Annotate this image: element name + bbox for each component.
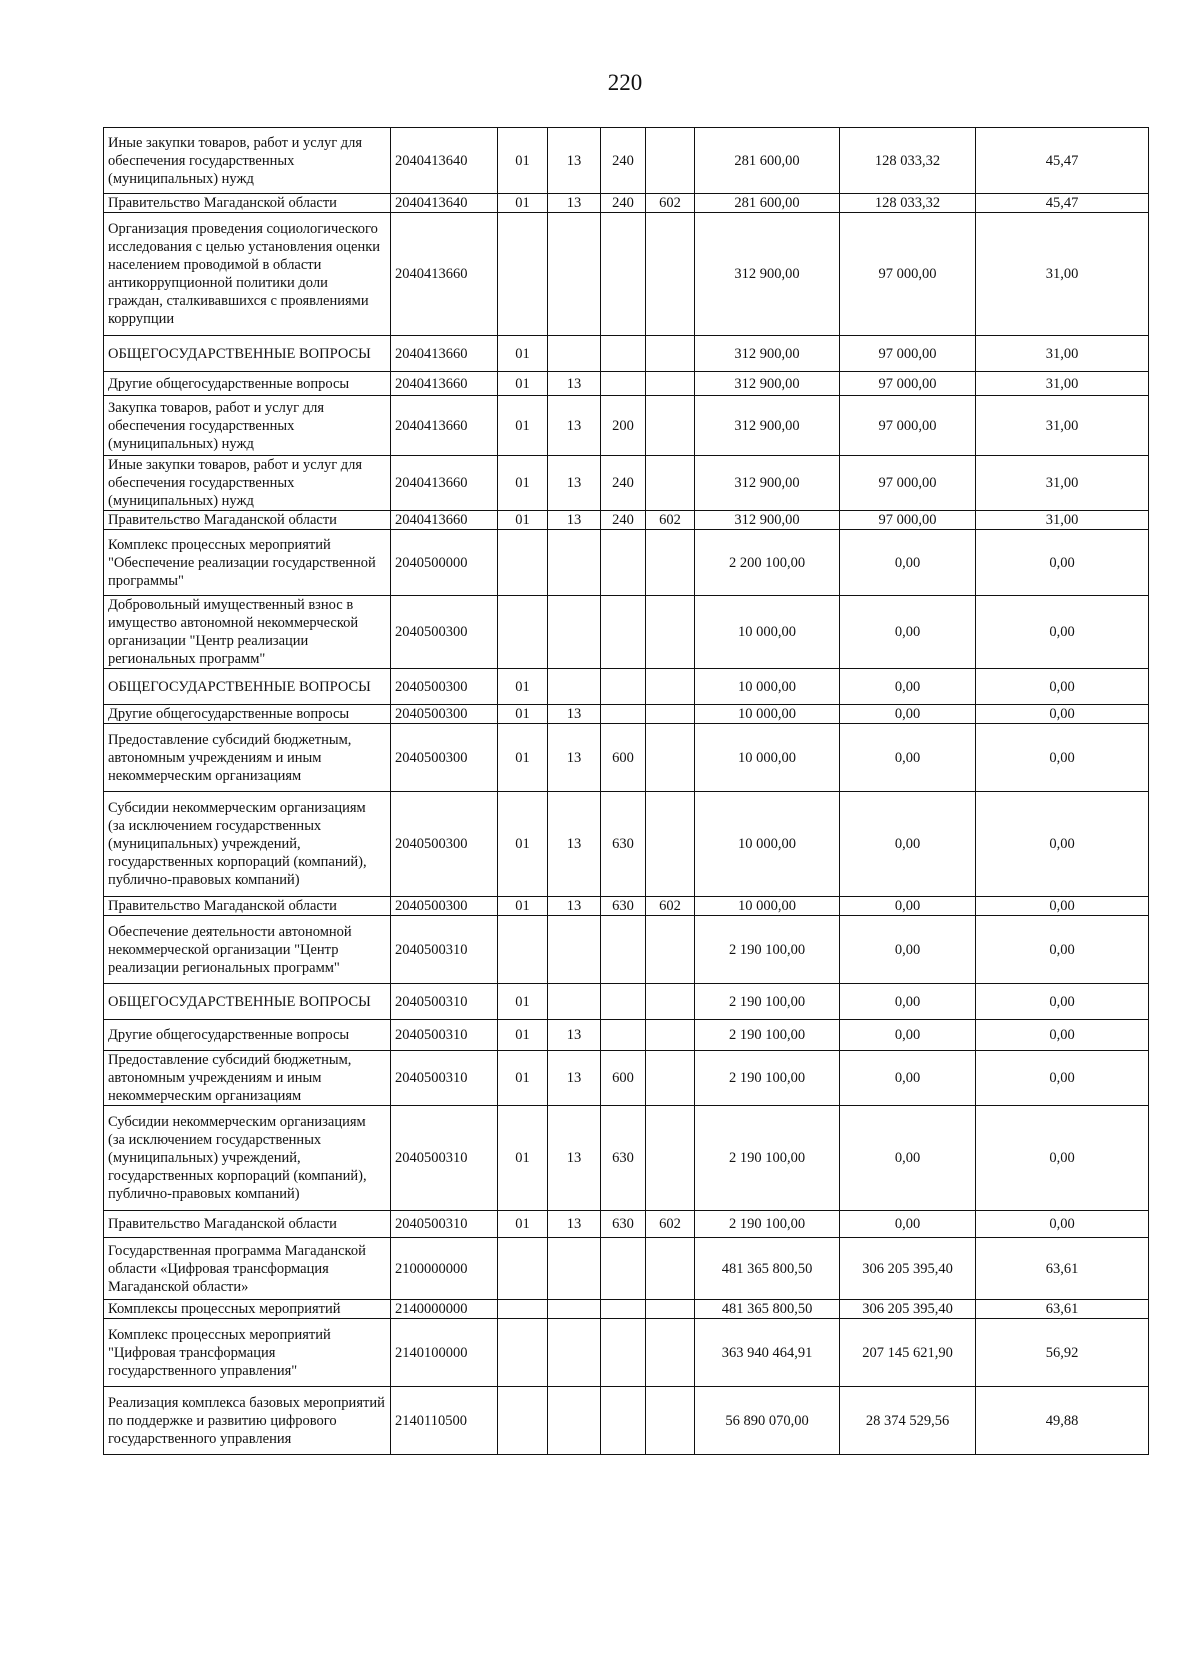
cell-fact-amount: 128 033,32: [840, 128, 976, 194]
cell-fact-amount: 0,00: [840, 1106, 976, 1211]
cell-code: 2140000000: [391, 1300, 498, 1319]
cell-fact-amount: 0,00: [840, 1051, 976, 1106]
cell-percent: 0,00: [976, 596, 1149, 669]
cell-plan-amount: 2 200 100,00: [695, 530, 840, 596]
cell-name: Другие общегосударственные вопросы: [104, 705, 391, 724]
cell-expense-type: 240: [601, 194, 646, 213]
cell-code: 2040500000: [391, 530, 498, 596]
cell-percent: 63,61: [976, 1300, 1149, 1319]
table-row: [104, 511, 1149, 530]
cell-expense-type: [601, 1020, 646, 1051]
cell-name: Иные закупки товаров, работ и услуг для обеспечения государственных (муниципальных) нужд: [104, 128, 391, 194]
table-row: [104, 1387, 1149, 1455]
cell-admin-code: [646, 1300, 695, 1319]
cell-fact-amount: 306 205 395,40: [840, 1300, 976, 1319]
cell-percent: 0,00: [976, 984, 1149, 1020]
cell-section: 01: [498, 372, 548, 396]
cell-section: [498, 530, 548, 596]
cell-fact-amount: 97 000,00: [840, 336, 976, 372]
cell-code: 2040500310: [391, 1020, 498, 1051]
cell-code: 2040500300: [391, 792, 498, 897]
cell-admin-code: [646, 1319, 695, 1387]
cell-admin-code: [646, 530, 695, 596]
cell-admin-code: [646, 336, 695, 372]
cell-expense-type: 240: [601, 456, 646, 511]
cell-section: [498, 1300, 548, 1319]
cell-admin-code: 602: [646, 1211, 695, 1238]
cell-subsection: 13: [548, 1051, 601, 1106]
cell-expense-type: [601, 336, 646, 372]
cell-fact-amount: 97 000,00: [840, 213, 976, 336]
cell-subsection: 13: [548, 897, 601, 916]
cell-subsection: [548, 336, 601, 372]
cell-admin-code: [646, 916, 695, 984]
table-row: [104, 916, 1149, 984]
cell-subsection: 13: [548, 456, 601, 511]
cell-section: 01: [498, 1211, 548, 1238]
cell-fact-amount: 128 033,32: [840, 194, 976, 213]
cell-subsection: 13: [548, 396, 601, 456]
cell-name: Комплекс процессных мероприятий "Обеспечение реализации государственной программы": [104, 530, 391, 596]
cell-subsection: [548, 916, 601, 984]
cell-subsection: 13: [548, 1020, 601, 1051]
cell-fact-amount: 207 145 621,90: [840, 1319, 976, 1387]
cell-fact-amount: 97 000,00: [840, 511, 976, 530]
cell-name: Реализация комплекса базовых мероприятий по поддержке и развитию цифрового государственного управления: [104, 1387, 391, 1455]
cell-plan-amount: 2 190 100,00: [695, 1051, 840, 1106]
cell-percent: 56,92: [976, 1319, 1149, 1387]
cell-name: Правительство Магаданской области: [104, 897, 391, 916]
cell-plan-amount: 281 600,00: [695, 128, 840, 194]
cell-code: 2040413640: [391, 128, 498, 194]
cell-expense-type: [601, 1387, 646, 1455]
cell-section: 01: [498, 705, 548, 724]
cell-plan-amount: 481 365 800,50: [695, 1238, 840, 1300]
cell-percent: 31,00: [976, 511, 1149, 530]
cell-subsection: 13: [548, 792, 601, 897]
cell-name: Закупка товаров, работ и услуг для обеспечения государственных (муниципальных) нужд: [104, 396, 391, 456]
cell-plan-amount: 312 900,00: [695, 456, 840, 511]
cell-fact-amount: 97 000,00: [840, 456, 976, 511]
cell-section: 01: [498, 456, 548, 511]
cell-code: 2040413660: [391, 396, 498, 456]
cell-section: [498, 1238, 548, 1300]
cell-section: 01: [498, 724, 548, 792]
cell-name: Другие общегосударственные вопросы: [104, 1020, 391, 1051]
cell-fact-amount: 97 000,00: [840, 396, 976, 456]
cell-subsection: 13: [548, 705, 601, 724]
cell-expense-type: [601, 530, 646, 596]
cell-percent: 0,00: [976, 897, 1149, 916]
cell-code: 2040413660: [391, 213, 498, 336]
cell-code: 2040500310: [391, 1211, 498, 1238]
cell-fact-amount: 0,00: [840, 596, 976, 669]
cell-name: Субсидии некоммерческим организациям (за исключением государственных (муниципальных) учреждений, государственных корпораций (компаний), публично-правовых компаний): [104, 1106, 391, 1211]
cell-code: 2140110500: [391, 1387, 498, 1455]
cell-code: 2040500300: [391, 897, 498, 916]
cell-subsection: [548, 1387, 601, 1455]
table-row: [104, 792, 1149, 897]
cell-plan-amount: 10 000,00: [695, 596, 840, 669]
cell-name: Другие общегосударственные вопросы: [104, 372, 391, 396]
cell-section: 01: [498, 792, 548, 897]
table-row: [104, 1211, 1149, 1238]
cell-admin-code: [646, 984, 695, 1020]
cell-code: 2040413660: [391, 336, 498, 372]
cell-subsection: [548, 530, 601, 596]
cell-expense-type: [601, 213, 646, 336]
cell-name: Правительство Магаданской области: [104, 1211, 391, 1238]
cell-subsection: 13: [548, 724, 601, 792]
cell-plan-amount: 312 900,00: [695, 372, 840, 396]
cell-admin-code: [646, 213, 695, 336]
cell-section: 01: [498, 1051, 548, 1106]
cell-percent: 45,47: [976, 128, 1149, 194]
cell-admin-code: [646, 372, 695, 396]
cell-percent: 31,00: [976, 456, 1149, 511]
table-row: [104, 336, 1149, 372]
table-row: [104, 1319, 1149, 1387]
budget-table: [103, 127, 1149, 1455]
cell-name: Организация проведения социологического исследования с целью установления оценки населением проводимой в области антикоррупционной политики доли граждан, сталкивавшихся с проявлениями коррупции: [104, 213, 391, 336]
cell-expense-type: [601, 705, 646, 724]
cell-name: Государственная программа Магаданской области «Цифровая трансформация Магаданской области»: [104, 1238, 391, 1300]
cell-expense-type: 630: [601, 897, 646, 916]
cell-expense-type: 200: [601, 396, 646, 456]
table-row: [104, 396, 1149, 456]
cell-fact-amount: 0,00: [840, 724, 976, 792]
cell-section: [498, 213, 548, 336]
cell-expense-type: 630: [601, 792, 646, 897]
table-row: [104, 897, 1149, 916]
table-row: [104, 596, 1149, 669]
cell-admin-code: [646, 792, 695, 897]
cell-plan-amount: 10 000,00: [695, 724, 840, 792]
cell-subsection: [548, 1319, 601, 1387]
cell-section: [498, 916, 548, 984]
table-row: [104, 984, 1149, 1020]
cell-subsection: 13: [548, 128, 601, 194]
cell-percent: 0,00: [976, 1051, 1149, 1106]
page-number: 220: [607, 70, 643, 95]
cell-admin-code: [646, 705, 695, 724]
cell-plan-amount: 281 600,00: [695, 194, 840, 213]
cell-expense-type: [601, 1319, 646, 1387]
cell-expense-type: [601, 669, 646, 705]
cell-section: 01: [498, 128, 548, 194]
cell-fact-amount: 0,00: [840, 669, 976, 705]
cell-name: ОБЩЕГОСУДАРСТВЕННЫЕ ВОПРОСЫ: [104, 336, 391, 372]
cell-subsection: 13: [548, 511, 601, 530]
cell-name: Правительство Магаданской области: [104, 194, 391, 213]
table-row: [104, 669, 1149, 705]
cell-percent: 31,00: [976, 336, 1149, 372]
table-row: [104, 1106, 1149, 1211]
cell-plan-amount: 10 000,00: [695, 669, 840, 705]
cell-name: Субсидии некоммерческим организациям (за исключением государственных (муниципальных) учреждений, государственных корпораций (компаний), публично-правовых компаний): [104, 792, 391, 897]
cell-expense-type: [601, 916, 646, 984]
cell-plan-amount: 2 190 100,00: [695, 1211, 840, 1238]
cell-code: 2040500300: [391, 669, 498, 705]
cell-section: 01: [498, 336, 548, 372]
table-row: [104, 213, 1149, 336]
cell-name: Добровольный имущественный взнос в имущество автономной некоммерческой организации "Центр реализации региональных программ": [104, 596, 391, 669]
table-row: [104, 530, 1149, 596]
cell-fact-amount: 0,00: [840, 916, 976, 984]
cell-fact-amount: 97 000,00: [840, 372, 976, 396]
cell-code: 2040500300: [391, 705, 498, 724]
cell-subsection: 13: [548, 1211, 601, 1238]
cell-admin-code: [646, 596, 695, 669]
cell-name: ОБЩЕГОСУДАРСТВЕННЫЕ ВОПРОСЫ: [104, 669, 391, 705]
cell-expense-type: 630: [601, 1106, 646, 1211]
cell-percent: 45,47: [976, 194, 1149, 213]
cell-code: 2140100000: [391, 1319, 498, 1387]
cell-plan-amount: 312 900,00: [695, 396, 840, 456]
cell-plan-amount: 2 190 100,00: [695, 984, 840, 1020]
cell-code: 2040413640: [391, 194, 498, 213]
cell-plan-amount: 56 890 070,00: [695, 1387, 840, 1455]
table-row: [104, 1238, 1149, 1300]
cell-fact-amount: 0,00: [840, 792, 976, 897]
cell-subsection: [548, 596, 601, 669]
cell-name: Предоставление субсидий бюджетным, автономным учреждениям и иным некоммерческим организациям: [104, 724, 391, 792]
cell-code: 2040500310: [391, 1106, 498, 1211]
cell-percent: 31,00: [976, 213, 1149, 336]
cell-code: 2100000000: [391, 1238, 498, 1300]
cell-plan-amount: 312 900,00: [695, 213, 840, 336]
cell-code: 2040500310: [391, 1051, 498, 1106]
cell-expense-type: 630: [601, 1211, 646, 1238]
cell-admin-code: [646, 1020, 695, 1051]
cell-code: 2040500310: [391, 916, 498, 984]
cell-section: [498, 596, 548, 669]
cell-section: 01: [498, 194, 548, 213]
cell-code: 2040413660: [391, 511, 498, 530]
cell-plan-amount: 312 900,00: [695, 336, 840, 372]
cell-fact-amount: 0,00: [840, 530, 976, 596]
cell-code: 2040500300: [391, 724, 498, 792]
cell-admin-code: 602: [646, 194, 695, 213]
cell-plan-amount: 2 190 100,00: [695, 1106, 840, 1211]
cell-percent: 31,00: [976, 396, 1149, 456]
cell-expense-type: 600: [601, 1051, 646, 1106]
cell-subsection: [548, 1300, 601, 1319]
table-row: [104, 372, 1149, 396]
cell-plan-amount: 2 190 100,00: [695, 916, 840, 984]
cell-plan-amount: 312 900,00: [695, 511, 840, 530]
cell-fact-amount: 306 205 395,40: [840, 1238, 976, 1300]
cell-subsection: [548, 984, 601, 1020]
cell-fact-amount: 0,00: [840, 705, 976, 724]
cell-percent: 0,00: [976, 1106, 1149, 1211]
cell-name: Предоставление субсидий бюджетным, автономным учреждениям и иным некоммерческим организациям: [104, 1051, 391, 1106]
cell-expense-type: [601, 984, 646, 1020]
cell-expense-type: [601, 1238, 646, 1300]
cell-name: Комплексы процессных мероприятий: [104, 1300, 391, 1319]
cell-admin-code: 602: [646, 511, 695, 530]
cell-percent: 0,00: [976, 1020, 1149, 1051]
cell-name: Правительство Магаданской области: [104, 511, 391, 530]
cell-admin-code: [646, 1106, 695, 1211]
cell-subsection: [548, 1238, 601, 1300]
table-row: [104, 456, 1149, 511]
cell-plan-amount: 10 000,00: [695, 705, 840, 724]
cell-subsection: [548, 213, 601, 336]
cell-section: 01: [498, 984, 548, 1020]
cell-admin-code: [646, 1238, 695, 1300]
cell-percent: 0,00: [976, 705, 1149, 724]
cell-expense-type: 240: [601, 128, 646, 194]
cell-percent: 0,00: [976, 724, 1149, 792]
table-row: [104, 724, 1149, 792]
table-row: [104, 705, 1149, 724]
cell-expense-type: 240: [601, 511, 646, 530]
cell-section: 01: [498, 1106, 548, 1211]
cell-plan-amount: 363 940 464,91: [695, 1319, 840, 1387]
cell-section: 01: [498, 897, 548, 916]
cell-admin-code: [646, 669, 695, 705]
cell-name: ОБЩЕГОСУДАРСТВЕННЫЕ ВОПРОСЫ: [104, 984, 391, 1020]
cell-admin-code: 602: [646, 897, 695, 916]
cell-expense-type: [601, 1300, 646, 1319]
cell-name: Обеспечение деятельности автономной некоммерческой организации "Центр реализации региональных программ": [104, 916, 391, 984]
cell-plan-amount: 2 190 100,00: [695, 1020, 840, 1051]
cell-subsection: [548, 669, 601, 705]
cell-subsection: 13: [548, 372, 601, 396]
cell-admin-code: [646, 1387, 695, 1455]
cell-fact-amount: 0,00: [840, 1211, 976, 1238]
cell-plan-amount: 10 000,00: [695, 792, 840, 897]
cell-code: 2040413660: [391, 372, 498, 396]
cell-percent: 0,00: [976, 916, 1149, 984]
cell-subsection: 13: [548, 194, 601, 213]
cell-percent: 0,00: [976, 1211, 1149, 1238]
cell-percent: 31,00: [976, 372, 1149, 396]
cell-percent: 0,00: [976, 669, 1149, 705]
cell-plan-amount: 481 365 800,50: [695, 1300, 840, 1319]
cell-section: 01: [498, 511, 548, 530]
cell-section: [498, 1319, 548, 1387]
cell-fact-amount: 28 374 529,56: [840, 1387, 976, 1455]
cell-admin-code: [646, 396, 695, 456]
cell-percent: 49,88: [976, 1387, 1149, 1455]
cell-fact-amount: 0,00: [840, 897, 976, 916]
cell-fact-amount: 0,00: [840, 984, 976, 1020]
table-row: [104, 1051, 1149, 1106]
cell-admin-code: [646, 128, 695, 194]
cell-expense-type: [601, 372, 646, 396]
cell-section: [498, 1387, 548, 1455]
cell-percent: 0,00: [976, 792, 1149, 897]
table-row: [104, 128, 1149, 194]
cell-admin-code: [646, 724, 695, 792]
cell-name: Иные закупки товаров, работ и услуг для обеспечения государственных (муниципальных) нужд: [104, 456, 391, 511]
cell-subsection: 13: [548, 1106, 601, 1211]
cell-code: 2040413660: [391, 456, 498, 511]
cell-expense-type: [601, 596, 646, 669]
cell-plan-amount: 10 000,00: [695, 897, 840, 916]
cell-name: Комплекс процессных мероприятий "Цифровая трансформация государственного управления": [104, 1319, 391, 1387]
cell-percent: 63,61: [976, 1238, 1149, 1300]
table-row: [104, 1020, 1149, 1051]
cell-percent: 0,00: [976, 530, 1149, 596]
cell-admin-code: [646, 1051, 695, 1106]
table-row: [104, 1300, 1149, 1319]
cell-code: 2040500300: [391, 596, 498, 669]
cell-expense-type: 600: [601, 724, 646, 792]
cell-section: 01: [498, 396, 548, 456]
cell-section: 01: [498, 1020, 548, 1051]
table-row: [104, 194, 1149, 213]
cell-admin-code: [646, 456, 695, 511]
cell-code: 2040500310: [391, 984, 498, 1020]
cell-fact-amount: 0,00: [840, 1020, 976, 1051]
cell-section: 01: [498, 669, 548, 705]
